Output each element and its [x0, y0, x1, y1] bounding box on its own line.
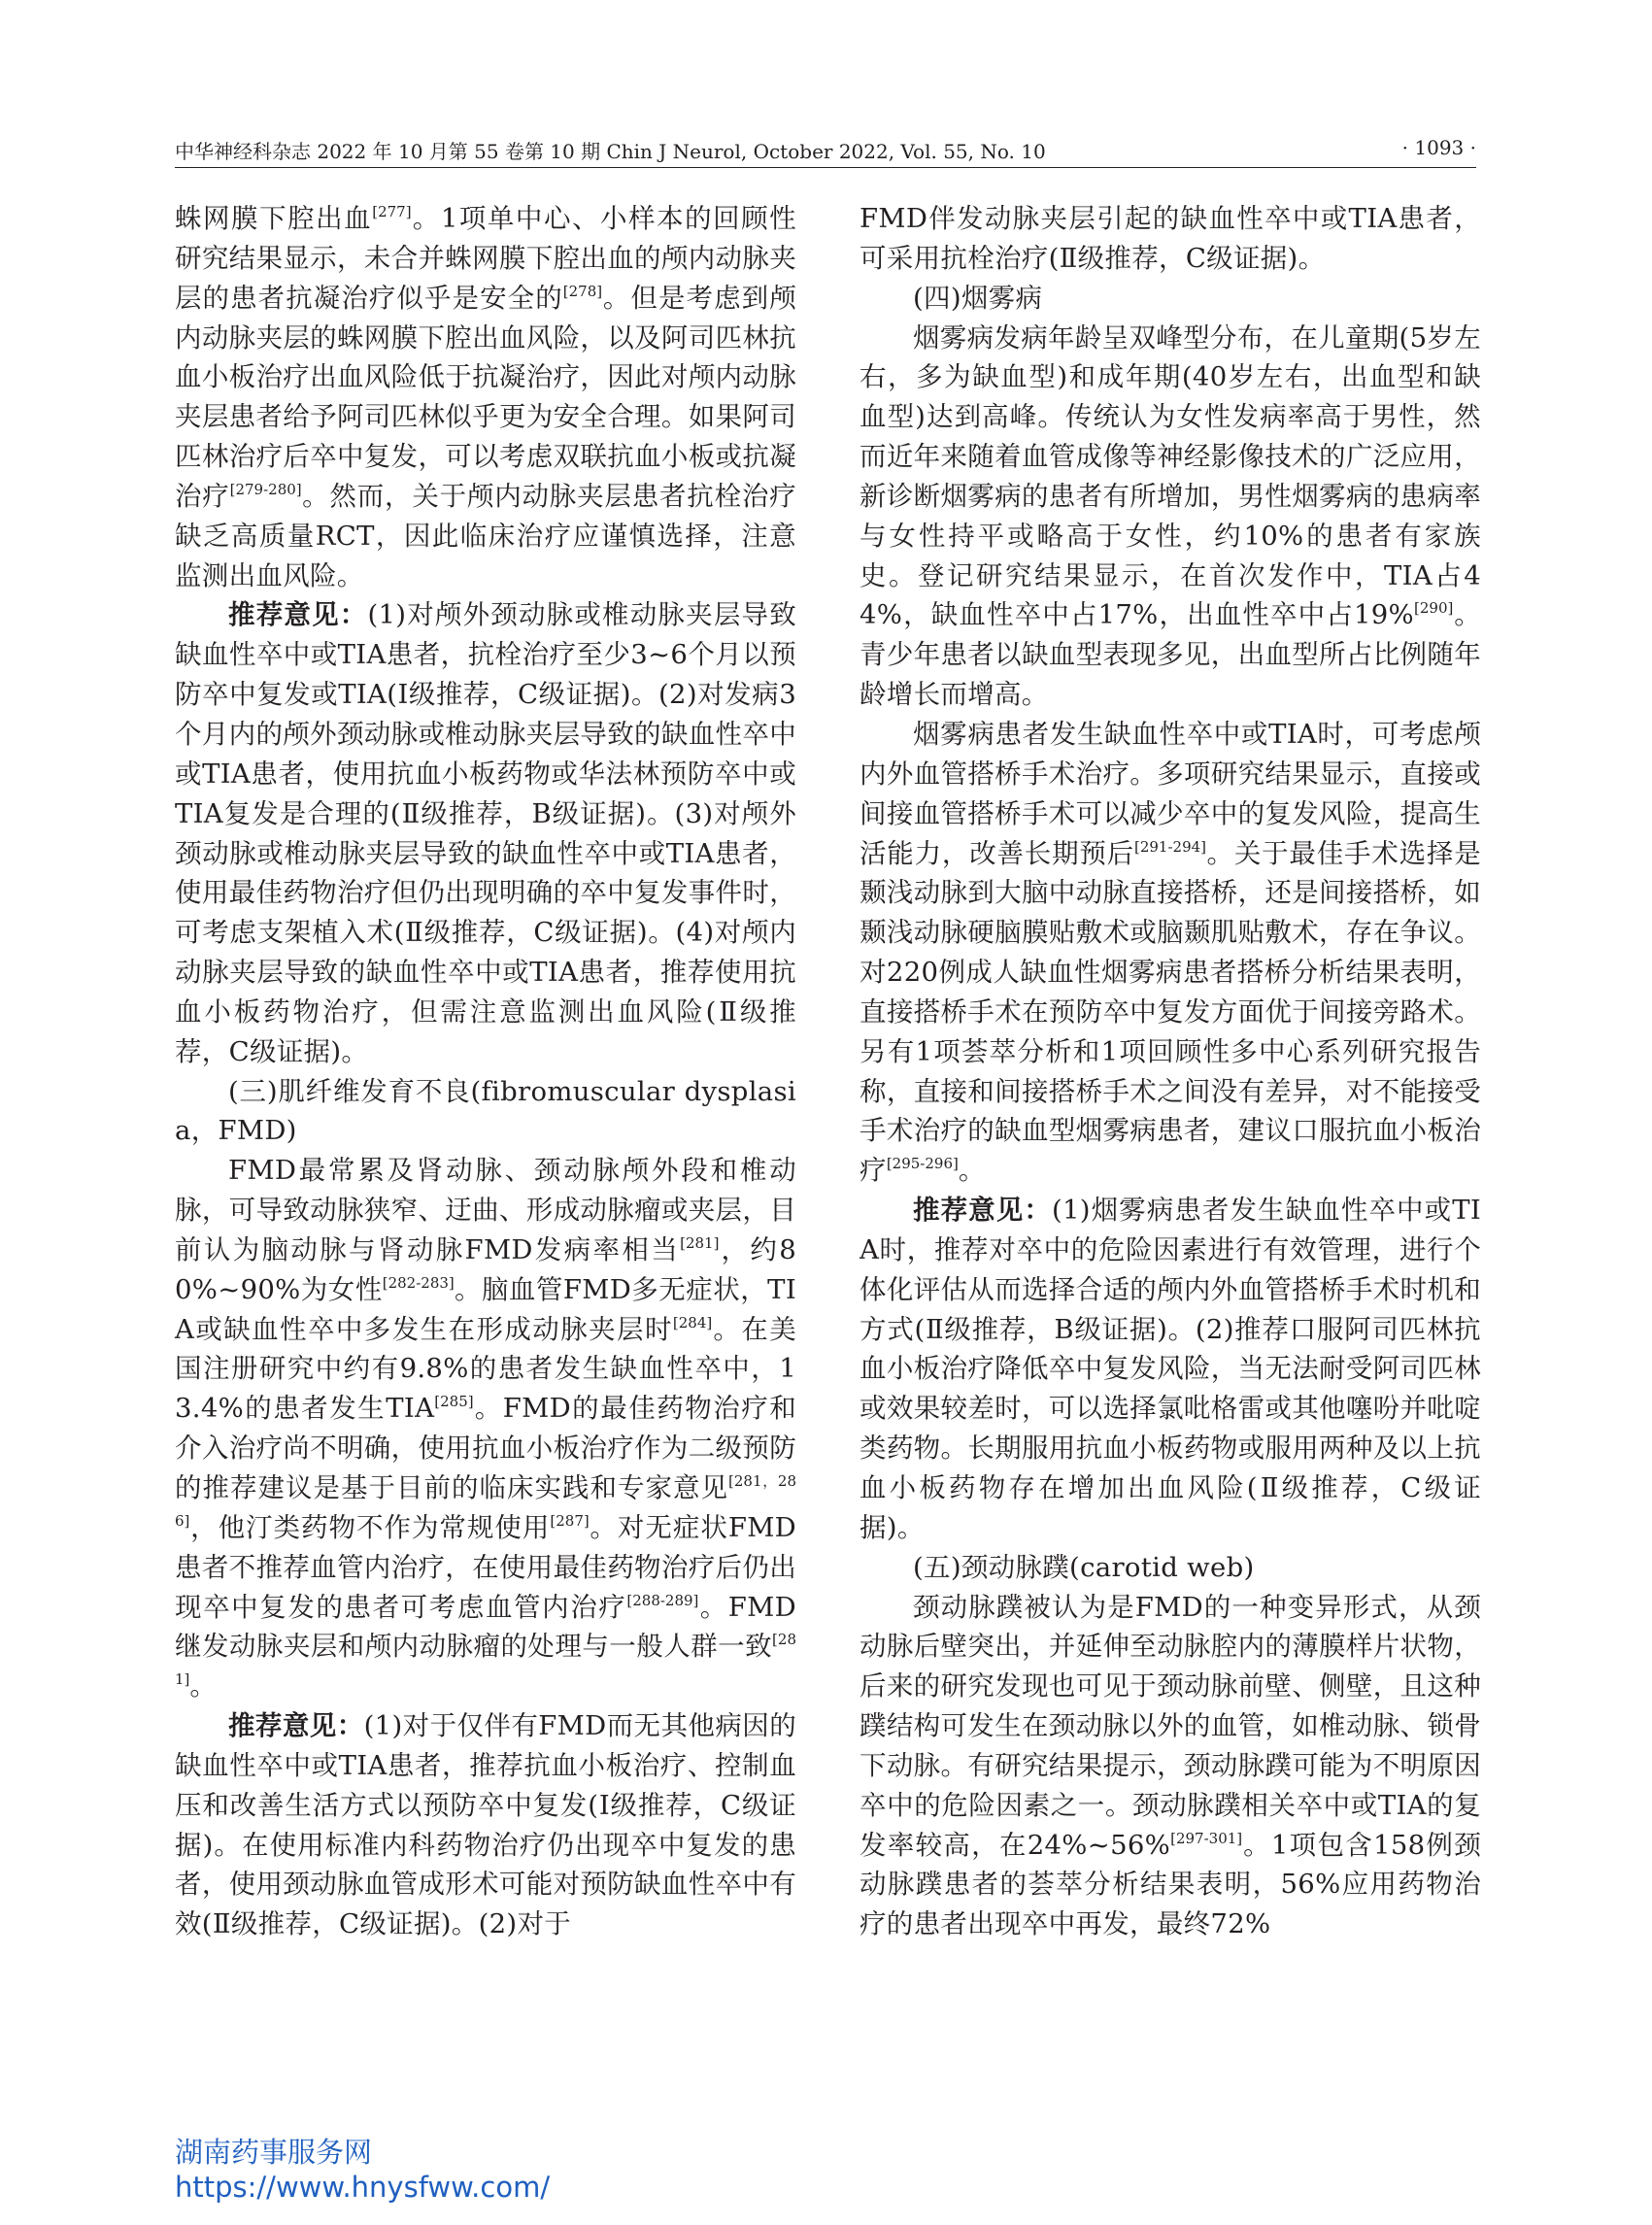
citation[interactable]: [290] [1414, 599, 1454, 618]
citation[interactable]: [285] [434, 1393, 474, 1411]
citation[interactable]: [281，286] [175, 1472, 797, 1530]
page-number: · 1093 · [1401, 136, 1476, 159]
citation[interactable]: [284] [672, 1313, 713, 1332]
recommendation-label: 推荐意见： [228, 1710, 364, 1742]
site-url-link[interactable]: https://www.hnysfww.com/ [175, 2171, 551, 2204]
citation[interactable]: [279-280] [229, 480, 302, 498]
citation[interactable]: [278] [562, 282, 603, 300]
section-heading-moyamoya: (四)烟雾病 [913, 282, 1043, 314]
journal-citation: 中华神经科杂志 2022 年 10 月第 55 卷第 10 期 Chin J Neurol, October 2022, Vol. 55, No. 10 [175, 140, 1046, 163]
recommendation-moyamoya: 推荐意见：(1)烟雾病患者发生缺血性卒中或TIA时，推荐对卒中的危险因素进行有效管理，进行个体化评估从而选择合适的颅内外血管搭桥手术时机和方式(Ⅱ级推荐，B级证据)。(2)推荐口服阿司匹林抗血小板治疗降低卒中复发风险，当无法耐受阿司匹林或效果较差时，可以选择氯吡格雷或其他噻吩并吡啶类药物。长期服用抗血小板药物或服用两种及以上抗血小板药物存在增加出血风险(Ⅱ级推荐，C级证据)。 [860, 1195, 1482, 1543]
header-rule [175, 167, 1476, 168]
citation[interactable]: [277] [372, 203, 412, 220]
citation[interactable]: [287] [550, 1511, 590, 1530]
section-heading-carotid-web: (五)颈动脉蹼(carotid web) [913, 1551, 1255, 1583]
citation[interactable]: [282-283] [382, 1273, 455, 1292]
citation[interactable]: [281] [680, 1233, 720, 1252]
paragraph-moyamoya-surgery: 烟雾病患者发生缺血性卒中或TIA时，可考虑颅内外血管搭桥手术治疗。多项研究结果显示，直接或间接血管搭桥手术可以减少卒中的复发风险，提高生活能力，改善长期预后[291-294]。关于最佳手术选择是颞浅动脉到大脑中动脉直接搭桥，还是间接搭桥，如颞浅动脉硬脑膜贴敷术或脑颞肌贴敷术，存在争议。对220例成人缺血性烟雾病患者搭桥分析结果表明，直接搭桥手术在预防卒中复发方面优于间接旁路术。另有1项荟萃分析和1项回顾性多中心系列研究报告称，直接和间接搭桥手术之间没有差异，对不能接受手术治疗的缺血型烟雾病患者，建议口服抗血小板治疗[295-296]。 [860, 718, 1482, 1187]
running-header [175, 132, 1476, 171]
paragraph-moyamoya-epidemiology: 烟雾病发病年龄呈双峰型分布，在儿童期(5岁左右，多为缺血型)和成年期(40岁左右，出血型和缺血型)达到高峰。传统认为女性发病率高于男性，然而近年来随着血管成像等神经影像技术的广泛应用，新诊断烟雾病的患者有所增加，男性烟雾病的患病率与女性持平或略高于女性，约10%的患者有家族史。登记研究结果显示，在首次发作中，TIA占44%，缺血性卒中占17%，出血性卒中占19%[290]。青少年患者以缺血型表现多见，出血型所占比例随年龄增长而增高。 [860, 321, 1481, 711]
citation[interactable]: [295-296] [886, 1155, 959, 1173]
citation[interactable]: [291-294] [1133, 837, 1207, 856]
paragraph-fmd-continued: FMD伴发动脉夹层引起的缺血性卒中或TIA患者，可采用抗栓治疗(Ⅱ级推荐，C级证据)。 [860, 203, 1481, 274]
left-column [175, 199, 796, 1944]
right-column [860, 199, 1481, 1944]
recommendation-dissection: 推荐意见：(1)对颅外颈动脉或椎动脉夹层导致缺血性卒中或TIA患者，抗栓治疗至少3~6个月以预防卒中复发或TIA(Ⅰ级推荐，C级证据)。(2)对发病3个月内的颅外颈动脉或椎动脉夹层导致的缺血性卒中或TIA患者，使用抗血小板药物或华法林预防卒中或TIA复发是合理的(Ⅱ级推荐，B级证据)。(3)对颅外颈动脉或椎动脉夹层导致的缺血性卒中或TIA患者，使用最佳药物治疗但仍出现明确的卒中复发事件时，可考虑支架植入术(Ⅱ级推荐，C级证据)。(4)对颅内动脉夹层导致的缺血性卒中或TIA患者，推荐使用抗血小板药物治疗，但需注意监测出血风险(Ⅱ级推荐，C级证据)。 [175, 599, 797, 1067]
recommendation-fmd: 推荐意见：(1)对于仅伴有FMD而无其他病因的缺血性卒中或TIA患者，推荐抗血小板治疗、控制血压和改善生活方式以预防卒中复发(Ⅰ级推荐，C级证据)。在使用标准内科药物治疗仍出现卒中复发的患者，使用颈动脉血管成形术可能对预防缺血性卒中有效(Ⅱ级推荐，C级证据)。(2)对于 [175, 1710, 796, 1940]
paragraph-carotid-web: 颈动脉蹼被认为是FMD的一种变异形式，从颈动脉后壁突出，并延伸至动脉腔内的薄膜样片状物，后来的研究发现也可见于颈动脉前壁、侧壁，且这种蹼结构可发生在颈动脉以外的血管，如椎动脉、锁骨下动脉。有研究结果提示，颈动脉蹼可能为不明原因卒中的危险因素之一。颈动脉蹼相关卒中或TIA的复发率较高，在24%~56%[297-301]。1项包含158例颈动脉蹼患者的荟萃分析结果表明，56%应用药物治疗的患者出现卒中再发，最终72% [860, 1591, 1481, 1940]
paragraph-intracranial-dissection: 蛛网膜下腔出血[277]。1项单中心、小样本的回顾性研究结果显示，未合并蛛网膜下腔出血的颅内动脉夹层的患者抗凝治疗似乎是安全的[278]。但是考虑到颅内动脉夹层的蛛网膜下腔出血风险，以及阿司匹林抗血小板治疗出血风险低于抗凝治疗，因此对颅内动脉夹层患者给予阿司匹林似乎更为安全合理。如果阿司匹林治疗后卒中复发，可以考虑双联抗血小板或抗凝治疗[279-280]。然而，关于颅内动脉夹层患者抗栓治疗缺乏高质量RCT，因此临床治疗应谨慎选择，注意监测出血风险。 [175, 203, 796, 591]
citation[interactable]: [281] [175, 1631, 796, 1689]
paragraph-fmd: FMD最常累及肾动脉、颈动脉颅外段和椎动脉，可导致动脉狭窄、迂曲、形成动脉瘤或夹层，目前认为脑动脉与肾动脉FMD发病率相当[281]，约80%~90%为女性[282-283]。脑血管FMD多无症状，TIA或缺血性卒中多发生在形成动脉夹层时[284]。在美国注册研究中约有9.8%的患者发生缺血性卒中，13.4%的患者发生TIA[285]。FMD的最佳药物治疗和介入治疗尚不明确，使用抗血小板治疗作为二级预防的推荐建议是基于目前的临床实践和专家意见[281，286]，他汀类药物不作为常规使用[287]。对无症状FMD患者不推荐血管内治疗，在使用最佳药物治疗后仍出现卒中复发的患者可考虑血管内治疗[288-289]。FMD继发动脉夹层和颅内动脉瘤的处理与一般人群一致[281]。 [175, 1155, 797, 1702]
recommendation-label: 推荐意见： [913, 1195, 1052, 1227]
recommendation-label: 推荐意见： [228, 599, 368, 631]
citation[interactable]: [297-301] [1170, 1829, 1243, 1847]
section-heading-fmd: (三)肌纤维发育不良(fibromuscular dysplasia，FMD) [175, 1075, 796, 1147]
site-name-link[interactable]: 湖南药事服务网 [175, 2136, 373, 2169]
citation[interactable]: [288-289] [626, 1591, 699, 1609]
watermark-footer [175, 2135, 550, 2205]
